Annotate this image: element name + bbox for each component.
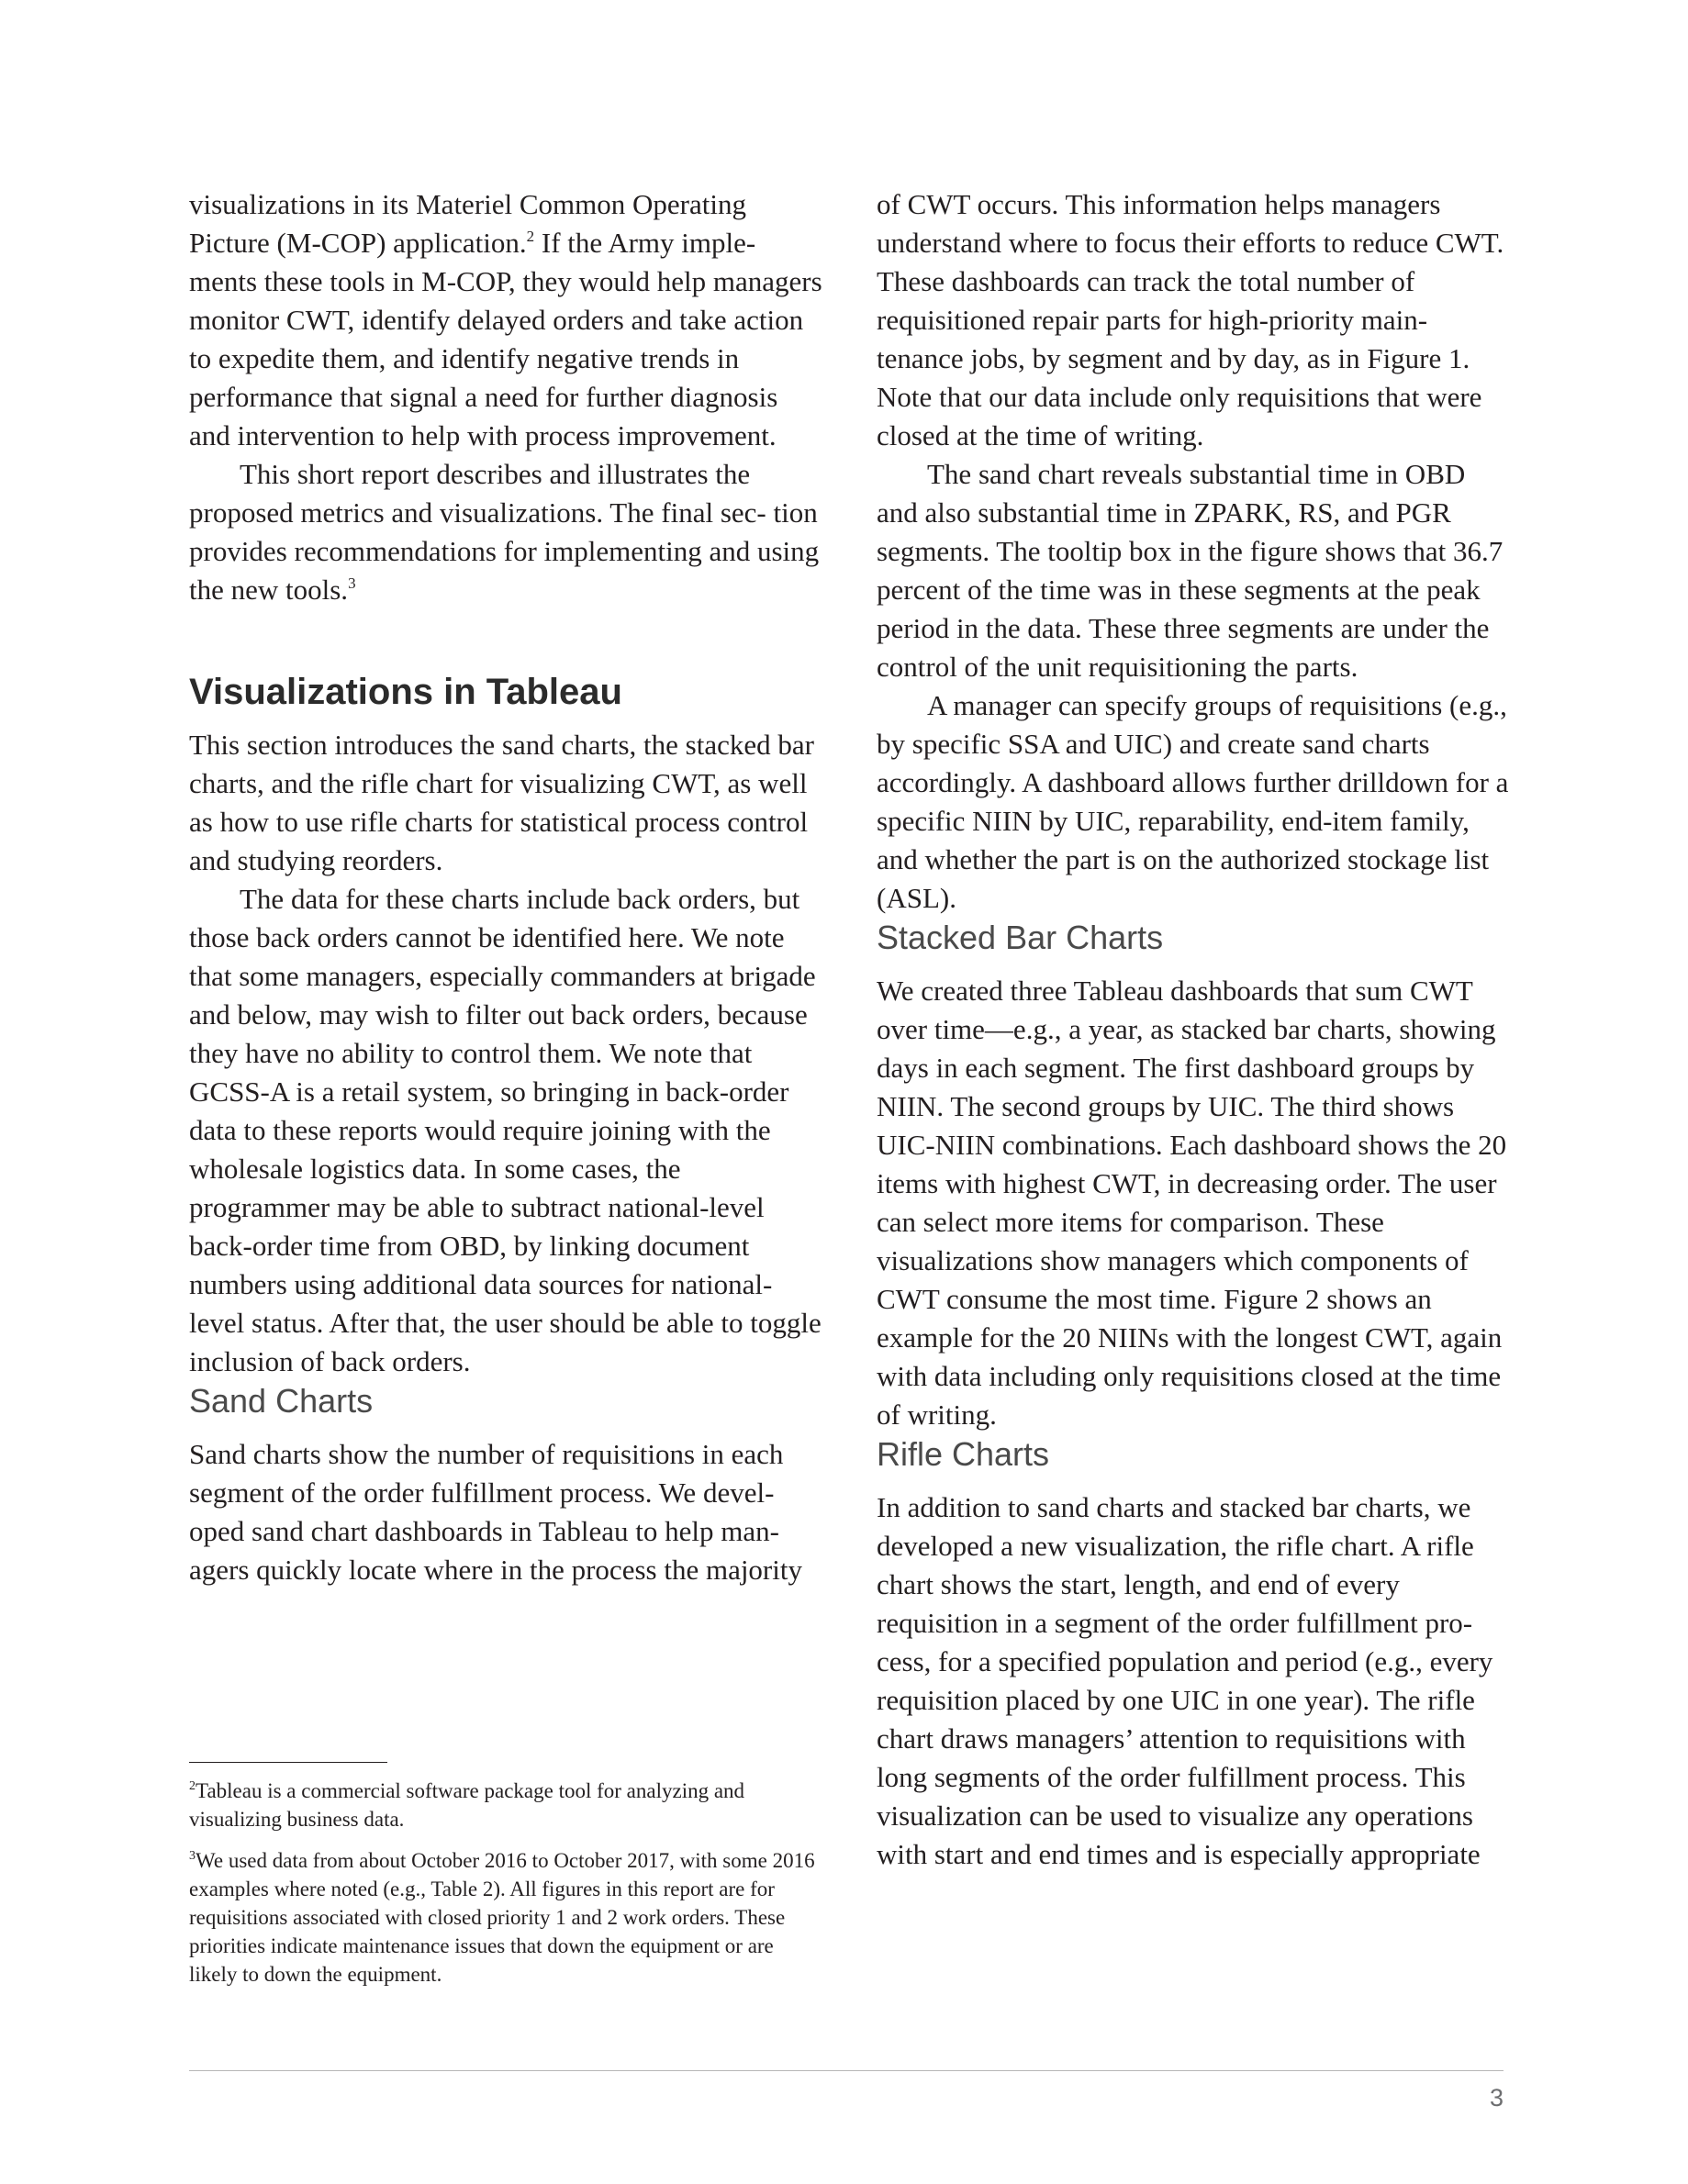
footnote-divider xyxy=(189,1762,387,1763)
paragraph-intro-cont: If the Army imple- ments these tools in M-COP, they would help managers monitor CWT, identify delayed orders and take action to expedite them, and identify negative trends in performance that signal a need for further diagnosis and intervention to help with process improvement. xyxy=(189,227,822,451)
subheading-sand-charts: Sand Charts xyxy=(189,1382,374,1420)
footnote-2 xyxy=(189,1777,822,1833)
subheading-rifle-charts: Rifle Charts xyxy=(877,1435,1050,1473)
paragraph-manager: A manager can specify groups of requisitions (e.g., by specific SSA and UIC) and create sand charts accordingly. A dashboard allows further drilldown for a specific NIIN by UIC, reparability, end-item family, and whether the part is on the authorized stockage list (ASL). xyxy=(877,689,1509,914)
left-column xyxy=(189,185,822,1589)
footnote-3 xyxy=(189,1846,822,1989)
paragraph-section-intro: This section introduces the sand charts, the stacked bar charts, and the rifle chart for visualizing CWT, as well as how to use rifle charts for statistical process control and studying reorders. xyxy=(189,729,814,876)
paragraph-intro xyxy=(189,185,822,455)
paragraph-sand-charts: Sand charts show the number of requisitions in each segment of the order fulfillment process. We devel- oped sand chart dashboards in Tableau to help man- agers quickly locate where in the process the majority xyxy=(189,1438,802,1586)
footnote-number: 3 xyxy=(189,1849,196,1863)
paragraph-intro-text: visualizations in its Materiel Common Operating Picture (M-COP) application. xyxy=(189,188,746,259)
footnote-ref-2[interactable]: 2 xyxy=(526,228,535,245)
footnote-number: 2 xyxy=(189,1779,196,1793)
section-heading-visualizations: Visualizations in Tableau xyxy=(189,672,622,712)
page-number: 3 xyxy=(1489,2084,1504,2112)
footnotes xyxy=(189,1762,822,2001)
footer-divider xyxy=(189,2070,1504,2071)
subheading-stacked-bar-charts: Stacked Bar Charts xyxy=(877,919,1164,956)
paragraph-back-orders: The data for these charts include back orders, but those back orders cannot be identified here. We note that some managers, especially commanders at brigade and below, may wish to filter out back orders, because they have no ability to control them. We note that GCSS-A is a retail system, so bringing in back-order data to these reports would require joining with the wholesale logistics data. In some cases, the programmer may be able to subtract national-level back-order time from OBD, by linking document numbers using additional data sources for national-level status. After that, the user should be able to toggle inclusion of back orders. xyxy=(189,883,822,1377)
footnote-text: We used data from about October 2016 to October 2017, with some 2016 examples where noted (e.g., Table 2). All figures in this report are for requisitions associated with closed priority 1 and 2 work orders. These priorities indicate maintenance issues that down the equipment or are likely to down the equipment. xyxy=(189,1849,815,1986)
footnote-text: Tableau is a commercial software package tool for analyzing and visualizing business data. xyxy=(189,1779,745,1831)
paragraph-cwt-cont: of CWT occurs. This information helps managers understand where to focus their efforts to reduce CWT. These dashboards can track the total number of requisitioned repair parts for high-priority main- tenance jobs, by segment and by day, as in Figure 1. Note that our data include only requisitions that were closed at the time of writing. xyxy=(877,188,1504,451)
paragraph-report xyxy=(189,455,822,609)
right-column xyxy=(877,185,1510,1874)
paragraph-report-text: This short report describes and illustrates the proposed metrics and visualizations. The final sec- tion provides recommendations for implementing and using the new tools. xyxy=(189,458,820,606)
paragraph-sand-reveals: The sand chart reveals substantial time in OBD and also substantial time in ZPARK, RS, and PGR segments. The tooltip box in the figure shows that 36.7 percent of the time was in these segments at the peak period in the data. These three segments are under the control of the unit requisitioning the parts. xyxy=(877,458,1504,683)
paragraph-rifle: In addition to sand charts and stacked bar charts, we developed a new visualization, the rifle chart. A rifle chart shows the start, length, and end of every requisition in a segment of the order fulfillment pro- cess, for a specified population and period (e.g., every requisition placed by one UIC in one year). The rifle chart draws managers’ attention to requisitions with long segments of the order fulfillment process. This visualization can be used to visualize any operations with start and end times and is especially appropriate xyxy=(877,1491,1493,1870)
paragraph-stacked-bar: We created three Tableau dashboards that sum CWT over time—e.g., a year, as stacked bar charts, showing days in each segment. The first dashboard groups by NIIN. The second groups by UIC. The third shows UIC-NIIN combinations. Each dashboard shows the 20 items with highest CWT, in decreasing order. The user can select more items for comparison. These visualizations show managers which components of CWT consume the most time. Figure 2 shows an example for the 20 NIINs with the longest CWT, again with data including only requisitions closed at the time of writing. xyxy=(877,975,1507,1431)
footnote-ref-3[interactable]: 3 xyxy=(348,574,356,592)
